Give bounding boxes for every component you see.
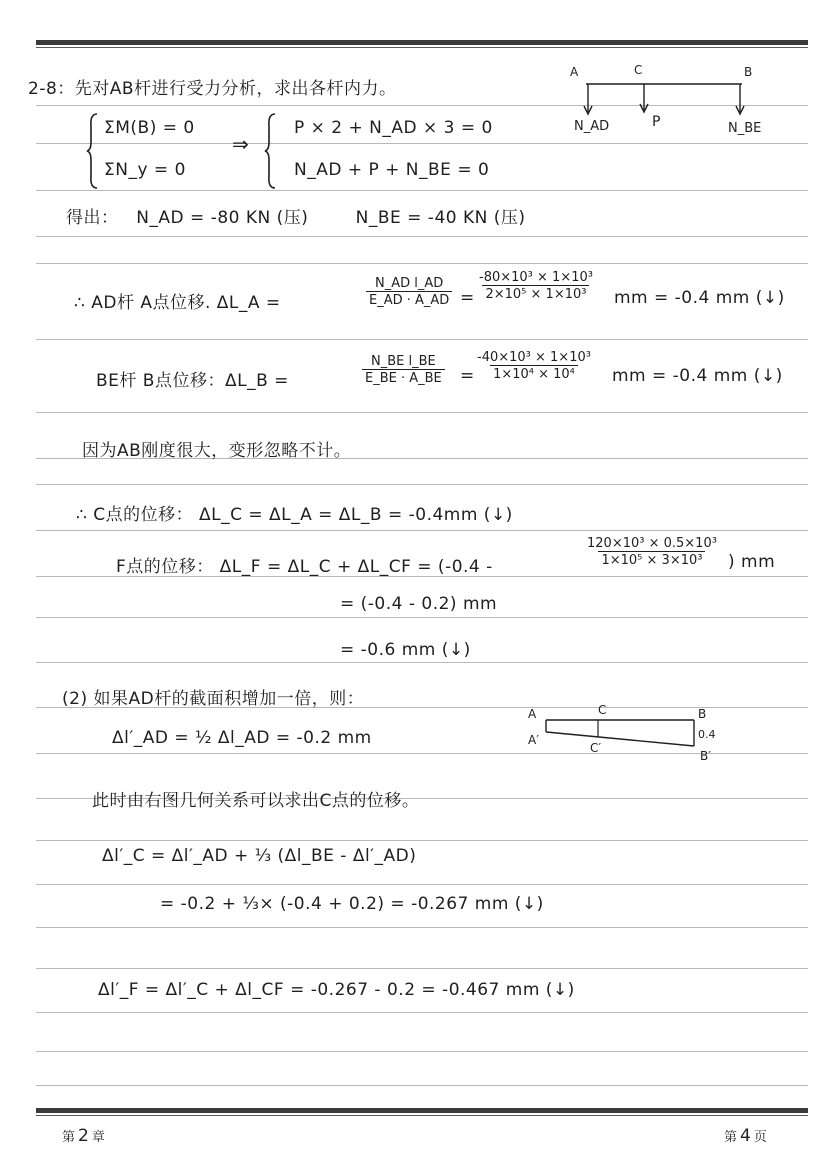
point-b-label: B <box>744 65 753 79</box>
be-formula-fraction <box>362 354 445 386</box>
ruled-line <box>36 190 808 191</box>
point-c-label: C <box>634 63 643 77</box>
point-a-prime-label: A′ <box>528 733 539 747</box>
implies-arrow: ⇒ <box>232 132 250 156</box>
ad-displacement-result: mm = -0.4 mm (↓) <box>614 288 785 308</box>
chapter-suffix: 章 <box>91 1130 105 1145</box>
ruled-line <box>36 1085 808 1086</box>
point-a-label: A <box>528 707 537 721</box>
moment-equation-expanded: P × 2 + N_AD × 3 = 0 <box>294 118 493 138</box>
ruled-line <box>36 617 808 618</box>
ruled-line <box>36 662 808 663</box>
page-number: 4 <box>740 1126 751 1146</box>
f-displacement-unit: ) mm <box>728 552 776 572</box>
equals-sign: = <box>460 366 475 386</box>
point-c-label: C <box>598 703 607 717</box>
ad-numeric-fraction <box>476 270 596 302</box>
chapter-prefix: 第 <box>62 1130 76 1145</box>
f-step-2: = (-0.4 - 0.2) mm <box>340 594 498 614</box>
point-b-label: B <box>698 707 707 721</box>
page-prefix: 第 <box>724 1130 738 1145</box>
f-numeric-fraction <box>584 536 720 568</box>
ad-displacement-label: ∴ AD杆 A点位移. ΔL_A = <box>74 293 281 313</box>
geometry-note: 此时由右图几何关系可以求出C点的位移。 <box>92 791 420 811</box>
moment-equation: ΣM(B) = 0 <box>104 118 195 138</box>
geometry-diagram <box>526 700 746 780</box>
force-equation-expanded: N_AD + P + N_BE = 0 <box>294 160 490 180</box>
nad-label: N_AD <box>574 119 610 134</box>
fraction-numerator: -80×10³ × 1×10³ <box>479 270 593 285</box>
page-suffix: 页 <box>753 1130 767 1145</box>
chapter-number: 2 <box>78 1126 89 1146</box>
ruled-line <box>36 484 808 485</box>
top-rule-thick <box>36 40 808 45</box>
ruled-line <box>36 263 808 264</box>
ruled-line <box>36 1012 808 1013</box>
bottom-rule-thick <box>36 1108 808 1113</box>
ruled-line <box>36 412 808 413</box>
nbe-label: N_BE <box>728 121 762 136</box>
heading-text: 2-8：先对AB杆进行受力分析，求出各杆内力。 <box>28 79 397 99</box>
result-forces: 得出： N_AD = -80 KN (压) N_BE = -40 KN (压) <box>66 208 526 228</box>
ruled-line <box>36 339 808 340</box>
fraction-numerator: N_AD l_AD <box>375 276 444 291</box>
ruled-line <box>36 927 808 928</box>
equals-sign: = <box>460 288 475 308</box>
page-number-label <box>724 1126 767 1146</box>
point-b-prime-label: B′ <box>700 749 711 763</box>
ruled-line <box>36 840 808 841</box>
part-2-heading: (2) 如果AD杆的截面积增加一倍，则： <box>62 689 365 709</box>
point-a-label: A <box>570 65 579 79</box>
c-prime-formula: Δl′_C = Δl′_AD + ⅓ (Δl_BE - Δl′_AD) <box>102 846 417 866</box>
p-label: P <box>652 114 661 130</box>
top-rule-thin <box>36 47 808 48</box>
ruled-line <box>36 236 808 237</box>
fraction-denominator: E_BE · A_BE <box>362 369 445 386</box>
be-displacement-label: BE杆 B点位移：ΔL_B = <box>96 371 289 391</box>
force-equation: ΣN_y = 0 <box>104 160 186 180</box>
point-c-prime-label: C′ <box>590 741 602 755</box>
bottom-rule-thin <box>36 1115 808 1116</box>
rigidity-note: 因为AB刚度很大，变形忽略不计。 <box>82 441 352 461</box>
ruled-line <box>36 884 808 885</box>
fraction-denominator: 1×10⁵ × 3×10³ <box>598 551 705 568</box>
ruled-line <box>36 530 808 531</box>
free-body-diagram <box>568 60 768 150</box>
fraction-denominator: E_AD · A_AD <box>366 291 452 308</box>
be-numeric-fraction <box>474 350 594 382</box>
f-step-3: = -0.6 mm (↓) <box>340 640 471 660</box>
ruled-line <box>36 1051 808 1052</box>
f-prime-result: Δl′_F = Δl′_C + Δl_CF = -0.267 - 0.2 = -0.467 mm (↓) <box>98 980 575 1000</box>
offset-value-label: 0.4 <box>698 728 716 741</box>
fraction-numerator: 120×10³ × 0.5×10³ <box>587 536 717 551</box>
fraction-numerator: N_BE l_BE <box>371 354 436 369</box>
be-displacement-result: mm = -0.4 mm (↓) <box>612 366 783 386</box>
right-brace <box>264 112 278 190</box>
fraction-denominator: 1×10⁴ × 10⁴ <box>490 365 578 382</box>
ad-formula-fraction <box>366 276 452 308</box>
chapter-label <box>62 1126 105 1146</box>
c-prime-result: = -0.2 + ⅓× (-0.4 + 0.2) = -0.267 mm (↓) <box>160 894 544 914</box>
c-displacement: ∴ C点的位移： ΔL_C = ΔL_A = ΔL_B = -0.4mm (↓) <box>76 505 513 525</box>
fraction-denominator: 2×10⁵ × 1×10³ <box>482 285 589 302</box>
new-ad-elongation: Δl′_AD = ½ Δl_AD = -0.2 mm <box>112 728 372 748</box>
ruled-line <box>36 968 808 969</box>
f-displacement-label: F点的位移： ΔL_F = ΔL_C + ΔL_CF = (-0.4 - <box>116 557 493 577</box>
left-brace <box>86 112 100 190</box>
fraction-numerator: -40×10³ × 1×10³ <box>477 350 591 365</box>
